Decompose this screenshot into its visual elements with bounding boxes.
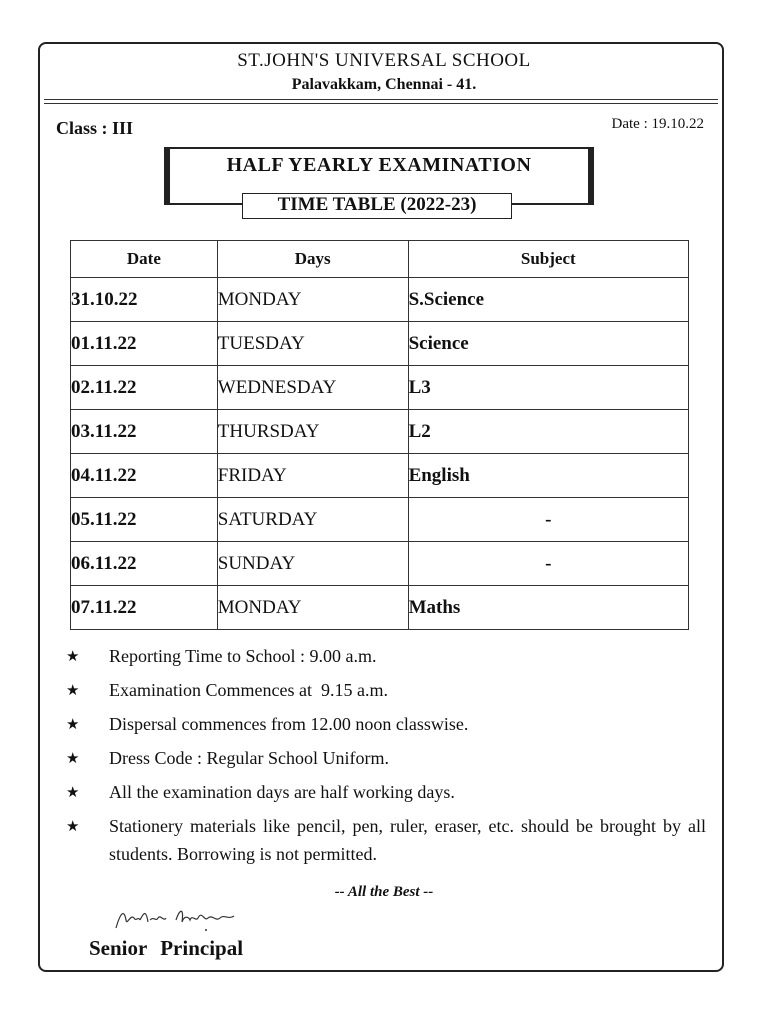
cell-day: SUNDAY: [217, 542, 408, 586]
cell-day: TUESDAY: [217, 322, 408, 366]
cell-day: THURSDAY: [217, 410, 408, 454]
table-row: [71, 454, 689, 498]
instruction-text: Dispersal commences from 12.00 noon classwise.: [109, 714, 469, 734]
cell-date: 04.11.22: [71, 454, 218, 498]
cell-date: 05.11.22: [71, 498, 218, 542]
cell-subject: -: [408, 498, 688, 542]
closing-wish: -- All the Best --: [334, 884, 434, 900]
instruction-text: Dress Code : Regular School Uniform.: [109, 748, 389, 768]
signatory-designation: Senior Principal: [89, 936, 244, 960]
star-icon: ★: [66, 817, 80, 835]
cell-day: FRIDAY: [217, 454, 408, 498]
cell-subject: L3: [408, 366, 688, 410]
issue-date: Date : 19.10.22: [611, 116, 704, 132]
column-header-date: Date: [71, 241, 218, 278]
cell-date: 31.10.22: [71, 278, 218, 322]
table-row: [71, 322, 689, 366]
instruction-text: Reporting Time to School : 9.00 a.m.: [109, 646, 377, 666]
school-name: ST.JOHN'S UNIVERSAL SCHOOL: [237, 50, 531, 71]
header-divider-bottom: [44, 103, 718, 104]
list-item: [66, 676, 706, 704]
table-row: [71, 542, 689, 586]
cell-date: 07.11.22: [71, 586, 218, 630]
cell-date: 03.11.22: [71, 410, 218, 454]
signature-image: [110, 900, 250, 936]
list-item: [66, 812, 706, 868]
table-row: [71, 366, 689, 410]
table-row: [71, 586, 689, 630]
cell-subject: Maths: [408, 586, 688, 630]
column-header-days: Days: [217, 241, 408, 278]
list-item: [66, 778, 706, 806]
instructions-list: [66, 642, 706, 874]
star-icon: ★: [66, 783, 80, 801]
star-icon: ★: [66, 681, 80, 699]
cell-subject: English: [408, 454, 688, 498]
cell-day: SATURDAY: [217, 498, 408, 542]
exam-subtitle: TIME TABLE (2022-23): [277, 194, 477, 215]
cell-date: 02.11.22: [71, 366, 218, 410]
list-item: [66, 642, 706, 670]
instruction-text: Examination Commences at 9.15 a.m.: [109, 680, 388, 700]
cell-subject: Science: [408, 322, 688, 366]
list-item: [66, 710, 706, 738]
timetable: [70, 240, 689, 630]
exam-title: HALF YEARLY EXAMINATION: [226, 154, 532, 176]
cell-day: MONDAY: [217, 586, 408, 630]
table-header-row: [71, 241, 689, 278]
cell-day: WEDNESDAY: [217, 366, 408, 410]
cell-subject: L2: [408, 410, 688, 454]
table-row: [71, 278, 689, 322]
list-item: [66, 744, 706, 772]
star-icon: ★: [66, 647, 80, 665]
table-row: [71, 498, 689, 542]
header-divider-top: [44, 99, 718, 100]
school-address: Palavakkam, Chennai - 41.: [291, 76, 477, 93]
cell-subject: S.Science: [408, 278, 688, 322]
instruction-text: Stationery materials like pencil, pen, ruler, eraser, etc. should be brought by all students. Borrowing is not permitted.: [109, 816, 706, 864]
class-label: Class : III: [56, 118, 134, 138]
cell-subject: -: [408, 542, 688, 586]
table-row: [71, 410, 689, 454]
instruction-text: All the examination days are half working days.: [109, 782, 455, 802]
star-icon: ★: [66, 715, 80, 733]
column-header-subject: Subject: [408, 241, 688, 278]
star-icon: ★: [66, 749, 80, 767]
cell-day: MONDAY: [217, 278, 408, 322]
cell-date: 01.11.22: [71, 322, 218, 366]
cell-date: 06.11.22: [71, 542, 218, 586]
